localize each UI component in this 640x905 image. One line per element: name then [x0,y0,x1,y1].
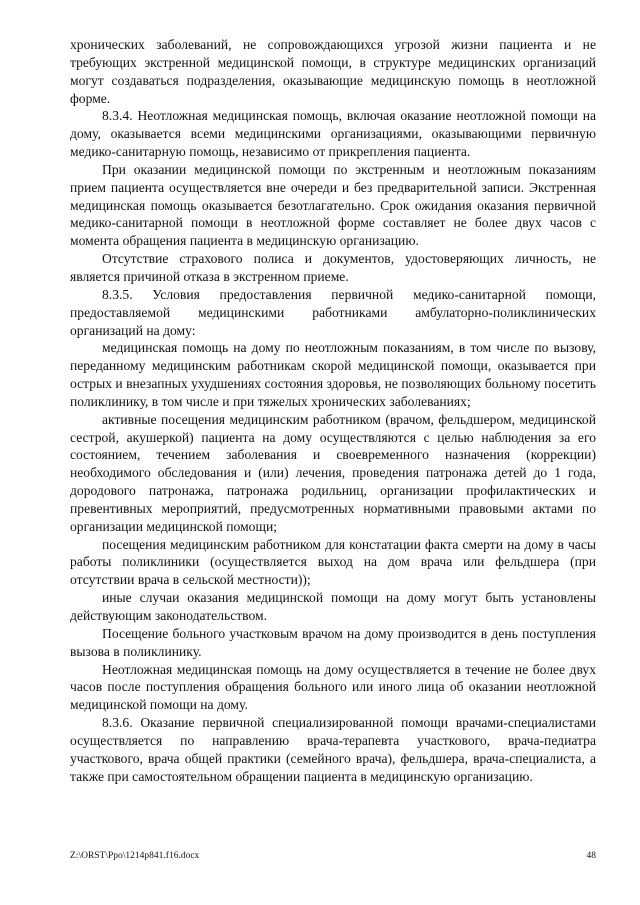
footer-page-number: 48 [586,851,596,861]
paragraph-7: активные посещения медицинским работником (врачом, фельдшером, медицинской сестрой, акушеркой) пациента на дому осуществляются с целью наблюдения за его состоянием, течением заболевания и своевременного назначения (коррекции) необходимого обследования и (или) лечения, проведения патронажа детей до 1 года, дородового патронажа, патронажа родильниц, организации профилактических и превентивных мероприятий, предусмотренных нормативными правовыми актами по организации медицинской помощи; [70,411,596,534]
paragraph-4: Отсутствие страхового полиса и документов, удостоверяющих личность, не является причиной отказа в экстренном приеме. [70,251,596,284]
page-footer [70,851,596,861]
paragraph-6: медицинская помощь на дому по неотложным показаниям, в том числе по вызову, переданному медицинским работникам скорой медицинской помощи, оказывается при острых и внезапных ухудшениях состояния здоровья, не позволяющих больному посетить поликлинику, в том числе и при тяжелых хронических заболеваниях; [70,340,596,409]
paragraph-2: 8.3.4. Неотложная медицинская помощь, включая оказание неотложной помощи на дому, оказывается всеми медицинскими организациями, оказывающими первичную медико-санитарную помощь, независимо от прикрепления пациента. [70,108,596,160]
footer-file-path: Z:\ORST\Ppo\1214p841.f16.docx [70,851,200,861]
paragraph-10: Посещение больного участковым врачом на дому производится в день поступления вызова в поликлинику. [70,625,596,659]
paragraph-11: Неотложная медицинская помощь на дому осуществляется в течение не более двух часов после поступления обращения больного или иного лица об оказании неотложной медицинской помощи на дому. [70,661,596,713]
paragraph-9: иные случаи оказания медицинской помощи на дому могут быть установлены действующим законодательством. [70,590,596,623]
paragraph-3: При оказании медицинской помощи по экстренным и неотложным показаниям прием пациента осуществляется вне очереди и без предварительной записи. Экстренная медицинская помощь оказывается безотлагательно. Срок ожидания оказания первичной медико-санитарной помощи в неотложной форме составляет не более двух часов с момента обращения пациента в медицинскую организацию. [70,161,596,249]
paragraph-12: 8.3.6. Оказание первичной специализированной помощи врачами-специалистами осуществляется по направлению врача-терапевта участкового, врача-педиатра участкового, врача общей практики (семейного врача), фельдшера, врача-специалиста, а также при самостоятельном обращении пациента в медицинскую организацию. [70,715,596,784]
paragraph-1: хронических заболеваний, не сопровождающихся угрозой жизни пациента и не требующих экстренной медицинской помощи, в структуре медицинских организаций могут создаваться подразделения, оказывающие медицинскую помощь в неотложной форме. [70,37,596,106]
paragraph-5: 8.3.5. Условия предоставления первичной медико-санитарной помощи, предоставляемой медицинскими работниками амбулаторно-поликлинических организаций на дому: [70,286,596,338]
document-body [70,36,596,785]
paragraph-8: посещения медицинским работником для констатации факта смерти на дому в часы работы поликлиники (осуществляется выход на дом врача или фельдшера (при отсутствии врача в сельской местности)); [70,536,596,588]
